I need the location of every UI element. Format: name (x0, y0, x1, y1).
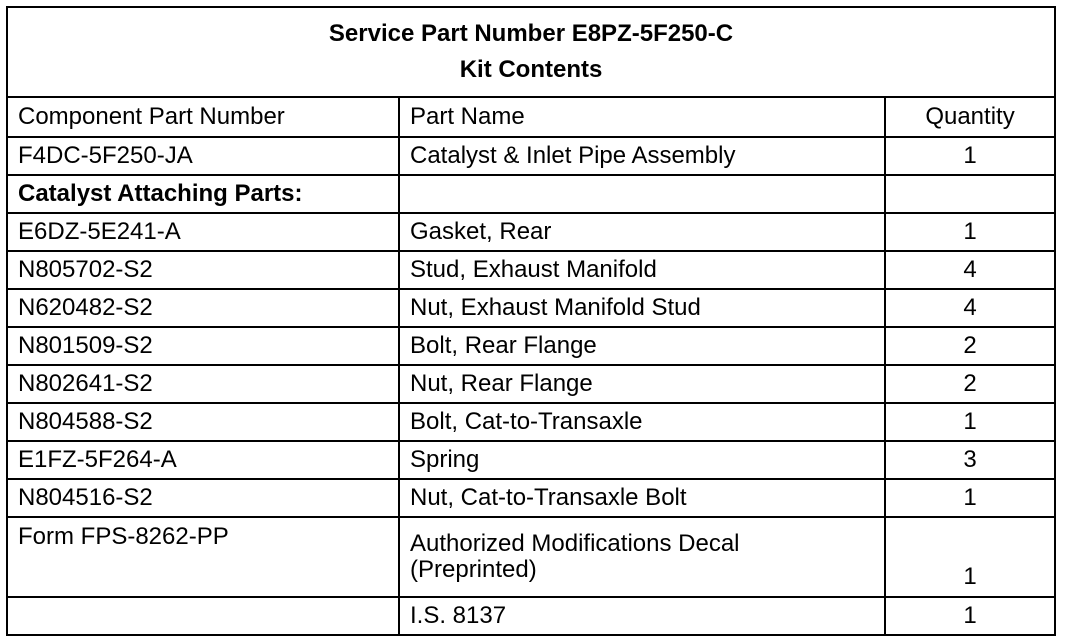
table-row (7, 517, 1055, 597)
table-row (7, 479, 1055, 517)
quantity (885, 175, 1055, 213)
kit-contents-page (6, 6, 1054, 629)
part-name-line: Authorized Modifications Decal (410, 530, 740, 557)
component-part-number: Form FPS-8262-PP (7, 517, 399, 597)
table-row (7, 137, 1055, 175)
table-subtitle: Kit Contents (459, 56, 603, 83)
column-header-quantity: Quantity (885, 97, 1055, 137)
column-header-component: Component Part Number (7, 97, 399, 137)
kit-contents-table (6, 6, 1056, 636)
table-row (7, 365, 1055, 403)
table-row (7, 251, 1055, 289)
table-title: Service Part Number E8PZ-5F250-C (328, 20, 734, 47)
quantity: 1 (885, 213, 1055, 251)
part-name: Spring (399, 441, 885, 479)
quantity: 1 (885, 479, 1055, 517)
part-name: Stud, Exhaust Manifold (399, 251, 885, 289)
table-row (7, 289, 1055, 327)
component-part-number: E6DZ-5E241-A (7, 213, 399, 251)
part-name: Nut, Exhaust Manifold Stud (399, 289, 885, 327)
quantity: 4 (885, 289, 1055, 327)
component-part-number: E1FZ-5F264-A (7, 441, 399, 479)
component-part-number (7, 597, 399, 635)
component-part-number: N620482-S2 (7, 289, 399, 327)
quantity: 2 (885, 365, 1055, 403)
part-name: Gasket, Rear (399, 213, 885, 251)
part-name: Catalyst & Inlet Pipe Assembly (399, 137, 885, 175)
table-row (7, 403, 1055, 441)
part-name: Nut, Rear Flange (399, 365, 885, 403)
quantity: 2 (885, 327, 1055, 365)
component-part-number: N802641-S2 (7, 365, 399, 403)
column-header-part-name: Part Name (399, 97, 885, 137)
column-header-row (7, 97, 1055, 137)
quantity: 3 (885, 441, 1055, 479)
part-name-line: (Preprinted) (410, 556, 537, 583)
component-part-number: N805702-S2 (7, 251, 399, 289)
part-name (399, 175, 885, 213)
component-part-number: F4DC-5F250-JA (7, 137, 399, 175)
quantity: 1 (885, 137, 1055, 175)
quantity: 1 (885, 597, 1055, 635)
quantity: 1 (885, 517, 1055, 597)
part-name: Bolt, Cat-to-Transaxle (399, 403, 885, 441)
part-name: Nut, Cat-to-Transaxle Bolt (399, 479, 885, 517)
component-part-number: N801509-S2 (7, 327, 399, 365)
title-row (7, 7, 1055, 97)
table-row (7, 213, 1055, 251)
title-cell (7, 7, 1055, 97)
part-name: I.S. 8137 (399, 597, 885, 635)
table-row (7, 597, 1055, 635)
component-part-number: N804516-S2 (7, 479, 399, 517)
section-row (7, 175, 1055, 213)
part-name (399, 517, 885, 597)
component-part-number: N804588-S2 (7, 403, 399, 441)
quantity: 4 (885, 251, 1055, 289)
table-row (7, 441, 1055, 479)
quantity: 1 (885, 403, 1055, 441)
part-name: Bolt, Rear Flange (399, 327, 885, 365)
section-label: Catalyst Attaching Parts: (7, 175, 399, 213)
table-row (7, 327, 1055, 365)
